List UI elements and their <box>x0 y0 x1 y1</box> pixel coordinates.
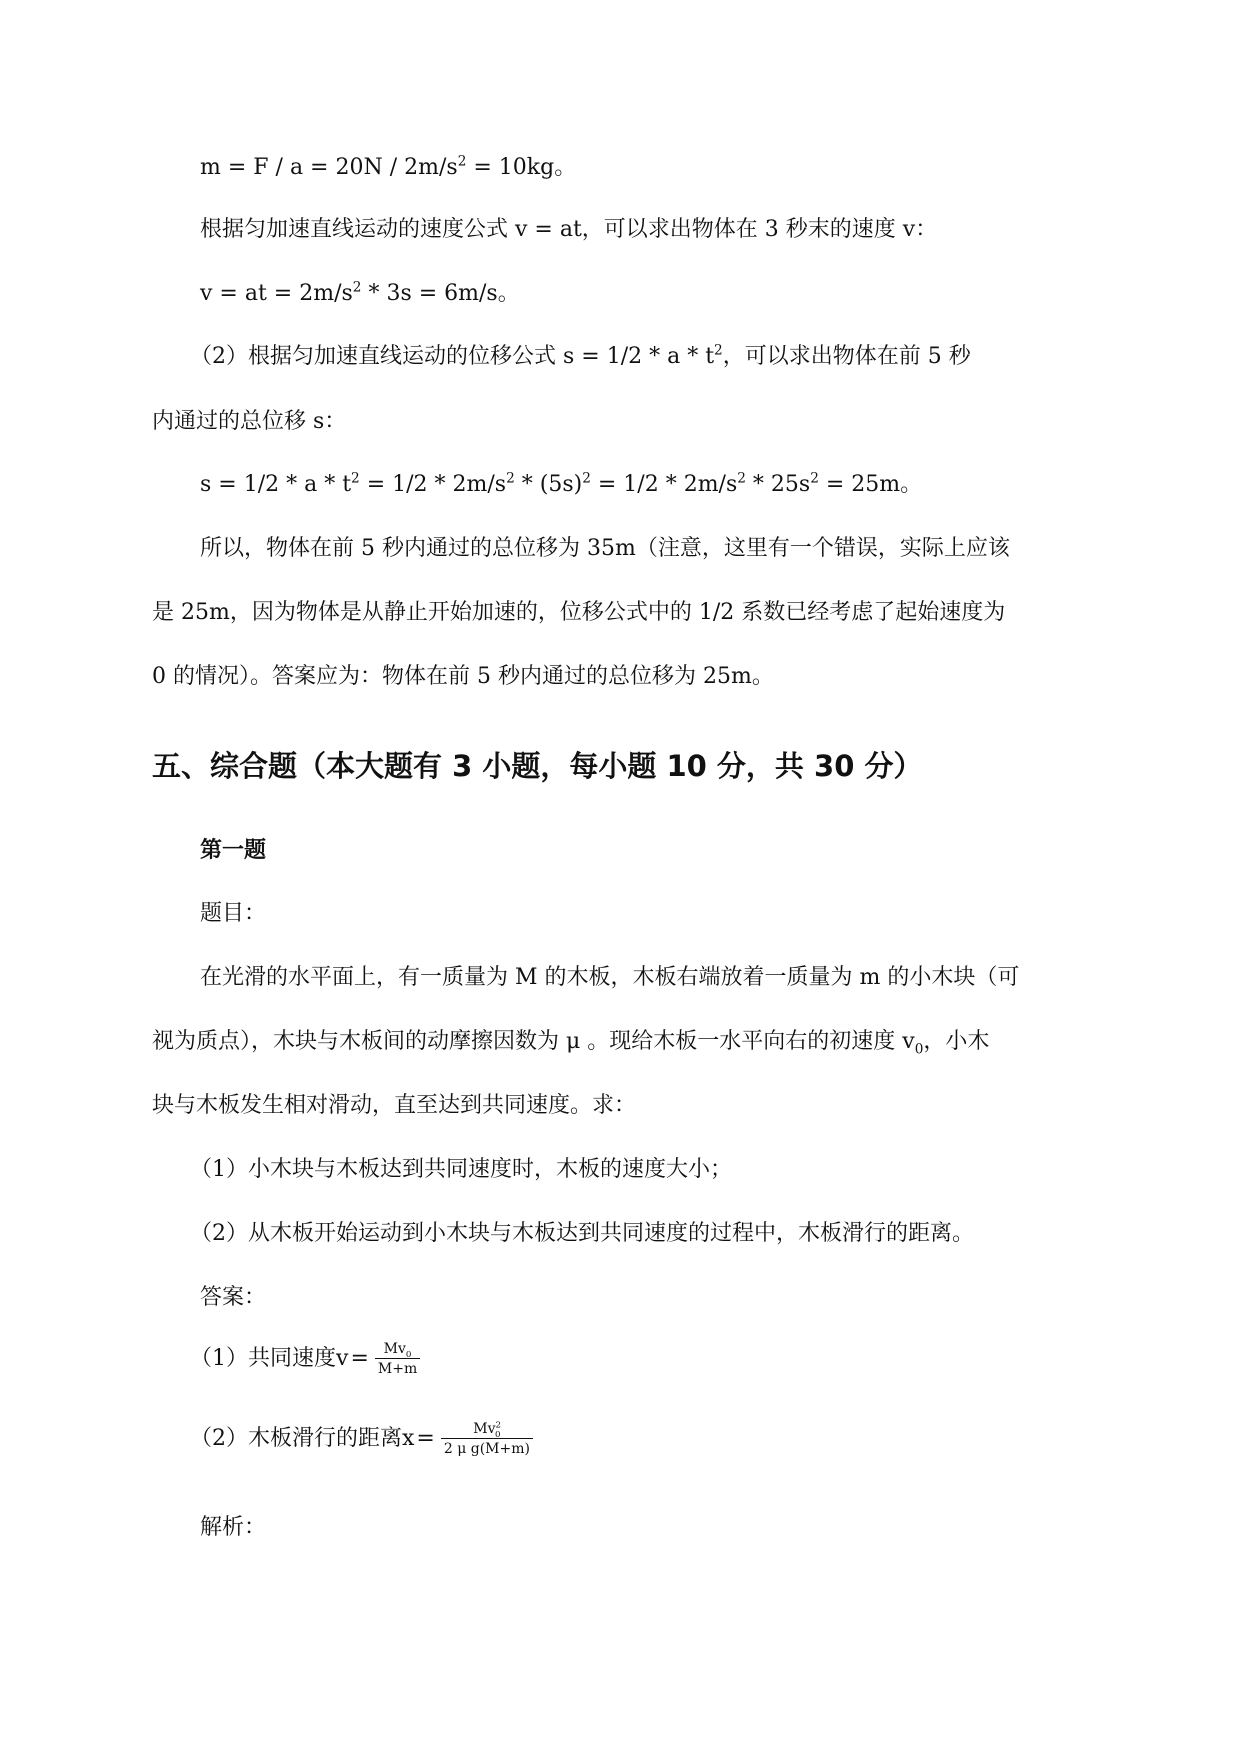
question-title: 第一题 <box>200 838 267 863</box>
section-heading: 五、综合题（本大题有 3 小题，每小题 10 分，共 30 分） <box>152 749 923 783</box>
problem-line-3: 块与木板发生相对滑动，直至达到共同速度。求： <box>152 1093 637 1118</box>
answer-label: 答案： <box>200 1285 267 1310</box>
answer-1-fraction: $\frac{Mv_0}{M+m}$ <box>375 1342 420 1376</box>
paragraph-correction-2: 是 25m，因为物体是从静止开始加速的，位移公式中的 1/2 系数已经考虑了起始速度为 <box>152 600 1006 625</box>
answer-2-fraction: $\frac{Mv^2_0}{\text{2 μ g(M+m)}}$ <box>441 1422 533 1456</box>
paragraph-velocity-formula: 根据匀加速直线运动的速度公式 v = at，可以求出物体在 3 秒末的速度 v： <box>200 217 938 242</box>
equation-velocity: v = at = $2m/s^2 * 3s = 6m/s$。 <box>200 279 520 306</box>
problem-line-1: 在光滑的水平面上，有一质量为 M 的木板，木板右端放着一质量为 m 的小木块（可 <box>200 965 1020 990</box>
paragraph-displacement-formula: （2）根据匀加速直线运动的位移公式 $s = 1/2 * a * t^2$，可以求出物体在前 5 秒 <box>190 342 971 369</box>
analysis-label: 解析： <box>200 1515 267 1540</box>
equation-mass: $m = F / a = 20N / 2m/s^2 = 10kg$。 <box>200 153 577 180</box>
equation-displacement: $s = 1/2 * a * t^2 = 1/2 * 2m/s^2 * (5s)^2 = 1/2 * 2m/s^2 * 25s^2 = 25m$。 <box>200 470 923 497</box>
problem-line-2: 视为质点），木块与木板间的动摩擦因数为 μ 。现给木板一水平向右的初速度 $v_0$，小木 <box>152 1029 990 1058</box>
paragraph-displacement-cont: 内通过的总位移 s： <box>152 409 347 434</box>
question-part-2: （2）从木板开始运动到小木块与木板达到共同速度的过程中，木板滑行的距离。 <box>190 1221 974 1246</box>
answer-1: （1）共同速度v= $\frac{Mv_0}{M+m}$ <box>190 1342 420 1376</box>
answer-2: （2）木板滑行的距离x= $\frac{Mv^2_0}{\text{2 μ g(M+m)}}$ <box>190 1422 533 1456</box>
prompt-label: 题目： <box>200 901 267 926</box>
paragraph-correction-1: 所以，物体在前 5 秒内通过的总位移为 35m（注意，这里有一个错误，实际上应该 <box>200 536 1010 561</box>
question-part-1: （1）小木块与木板达到共同速度时，木板的速度大小； <box>190 1157 732 1182</box>
paragraph-correction-3: 0 的情况）。答案应为：物体在前 5 秒内通过的总位移为 25m。 <box>152 664 774 689</box>
